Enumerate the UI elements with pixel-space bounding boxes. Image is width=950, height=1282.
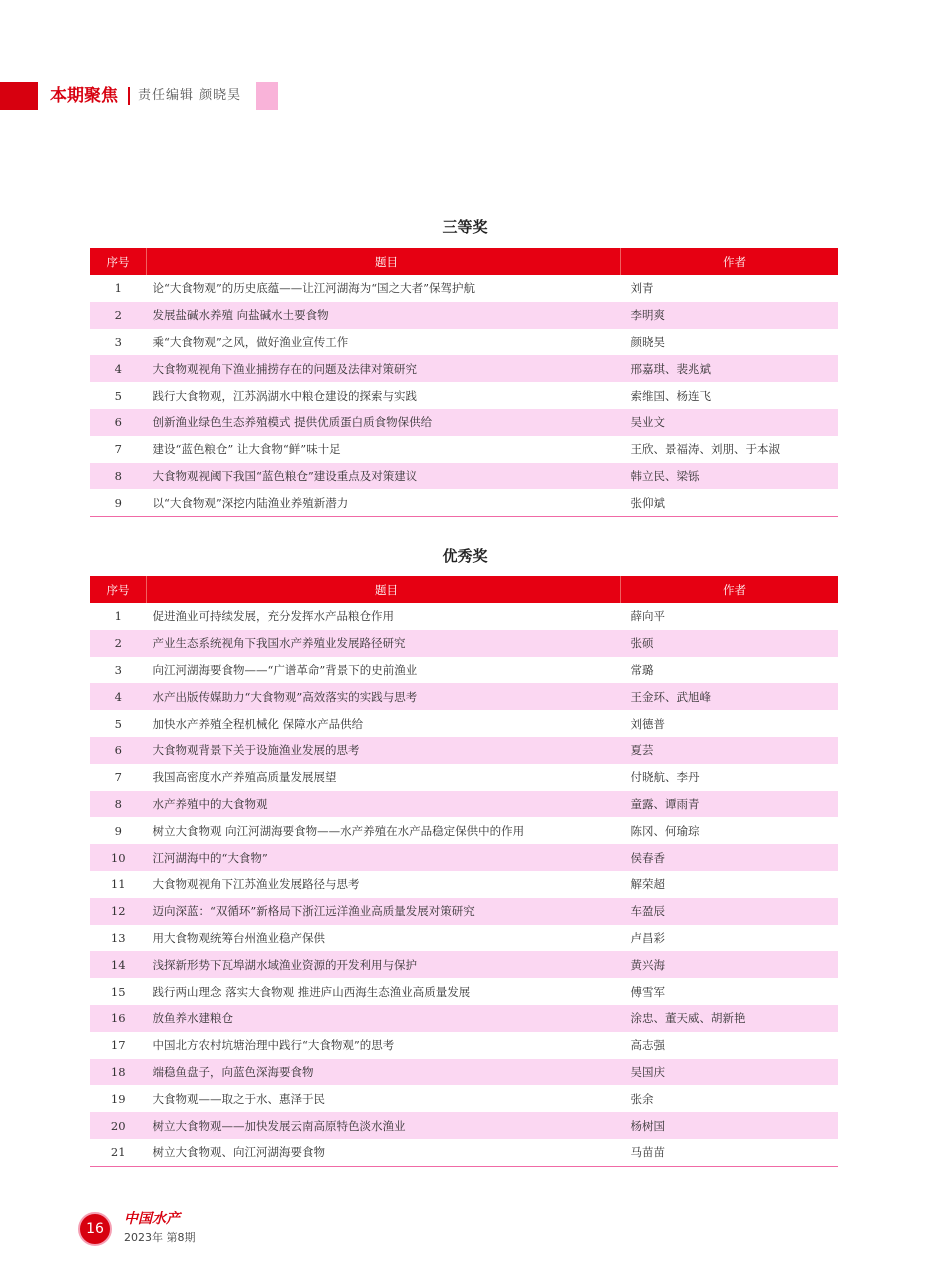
row-author: 张余 bbox=[630, 1091, 654, 1106]
table-row bbox=[90, 355, 838, 382]
table-header-row bbox=[90, 248, 838, 275]
row-title: 树立大食物观、向江河湖海要食物 bbox=[147, 1139, 621, 1166]
table-row bbox=[90, 737, 838, 764]
row-author: 陈冈、何瑜琮 bbox=[630, 823, 700, 838]
excellence-prize-table bbox=[90, 576, 838, 1167]
row-author: 刘青 bbox=[630, 281, 654, 296]
row-author: 付晓航、李丹 bbox=[630, 770, 700, 785]
row-author: 吴业文 bbox=[621, 409, 839, 436]
table-row bbox=[90, 871, 838, 898]
row-title: 建设“蓝色粮仓” 让大食物“鲜”味十足 bbox=[152, 442, 341, 457]
row-author: 王金环、武旭峰 bbox=[621, 683, 839, 710]
table-row bbox=[90, 951, 838, 978]
row-title: 以“大食物观”深挖内陆渔业养殖新潜力 bbox=[147, 489, 621, 516]
row-number: 7 bbox=[114, 770, 122, 785]
editor-credit: 责任编辑 颜晓昊 bbox=[138, 88, 242, 103]
row-number: 9 bbox=[90, 489, 147, 516]
row-title: 促进渔业可持续发展，充分发挥水产品粮仓作用 bbox=[152, 609, 394, 624]
row-author: 解荣超 bbox=[630, 877, 665, 892]
table-row bbox=[90, 1059, 838, 1086]
row-title: 创新渔业绿色生态养殖模式 提供优质蛋白质食物保供给 bbox=[147, 409, 621, 436]
row-author: 吴国庆 bbox=[621, 1059, 839, 1086]
table-row bbox=[90, 409, 838, 436]
table-row bbox=[90, 1085, 838, 1112]
row-number: 1 bbox=[114, 281, 122, 296]
table-row bbox=[90, 764, 838, 791]
header-pink-block bbox=[256, 82, 278, 110]
section-label: 本期聚焦 bbox=[50, 86, 118, 106]
row-author: 傅雪军 bbox=[630, 984, 665, 999]
row-author: 童露、谭雨青 bbox=[621, 791, 839, 818]
col-header-title: 题目 bbox=[147, 576, 621, 603]
third-prize-title: 三等奖 bbox=[442, 218, 488, 236]
table-header-row bbox=[90, 576, 838, 603]
row-title: 大食物观背景下关于设施渔业发展的思考 bbox=[147, 737, 621, 764]
table-row bbox=[90, 329, 838, 356]
row-author: 索维国、杨连飞 bbox=[630, 388, 711, 403]
row-number: 10 bbox=[90, 844, 147, 871]
table-row bbox=[90, 463, 838, 490]
third-prize-table bbox=[90, 248, 838, 517]
row-author: 刘德普 bbox=[630, 716, 665, 731]
table-row bbox=[90, 925, 838, 952]
row-title: 放鱼养水建粮仓 bbox=[147, 1005, 621, 1032]
header-red-block bbox=[0, 82, 38, 110]
row-number: 4 bbox=[90, 683, 147, 710]
row-number: 20 bbox=[90, 1112, 147, 1139]
row-title: 大食物观视角下江苏渔业发展路径与思考 bbox=[152, 877, 360, 892]
row-number: 16 bbox=[90, 1005, 147, 1032]
col-header-author: 作者 bbox=[621, 576, 839, 603]
row-title: 树立大食物观 向江河湖海要食物——水产养殖在水产品稳定保供中的作用 bbox=[152, 823, 525, 838]
row-title: 我国高密度水产养殖高质量发展展望 bbox=[152, 770, 337, 785]
row-title: 浅探新形势下瓦埠湖水域渔业资源的开发利用与保护 bbox=[147, 951, 621, 978]
row-title: 发展盐碱水养殖 向盐碱水土要食物 bbox=[147, 302, 621, 329]
row-author: 卢昌彩 bbox=[630, 930, 665, 945]
row-author: 常璐 bbox=[630, 662, 654, 677]
row-number: 14 bbox=[90, 951, 147, 978]
magazine-logo: 中国水产 bbox=[124, 1211, 180, 1227]
table-row bbox=[90, 489, 838, 516]
row-author: 黄兴海 bbox=[621, 951, 839, 978]
row-title: 迈向深蓝：“双循环”新格局下浙江远洋渔业高质量发展对策研究 bbox=[147, 898, 621, 925]
row-title: 大食物观视角下渔业捕捞存在的问题及法律对策研究 bbox=[147, 355, 621, 382]
row-title: 树立大食物观——加快发展云南高原特色淡水渔业 bbox=[147, 1112, 621, 1139]
row-title: 大食物观——取之于水、惠泽于民 bbox=[152, 1091, 325, 1106]
table-row bbox=[90, 1139, 838, 1166]
table-row bbox=[90, 1112, 838, 1139]
row-number: 9 bbox=[114, 823, 122, 838]
table-row bbox=[90, 603, 838, 630]
row-title: 乘“大食物观”之风，做好渔业宣传工作 bbox=[152, 334, 349, 349]
row-number: 21 bbox=[90, 1139, 147, 1166]
row-number: 13 bbox=[110, 930, 126, 945]
issue-label: 2023年 第8期 bbox=[124, 1231, 196, 1244]
row-author: 邢嘉琪、裴兆斌 bbox=[621, 355, 839, 382]
row-title: 江河湖海中的“大食物” bbox=[147, 844, 621, 871]
row-title: 中国北方农村坑塘治理中践行“大食物观”的思考 bbox=[152, 1038, 395, 1053]
table-row bbox=[90, 817, 838, 844]
row-author: 张硕 bbox=[621, 630, 839, 657]
row-title: 加快水产养殖全程机械化 保障水产品供给 bbox=[152, 716, 364, 731]
row-author: 李明爽 bbox=[621, 302, 839, 329]
table-row bbox=[90, 630, 838, 657]
row-author: 杨树国 bbox=[621, 1112, 839, 1139]
table-row bbox=[90, 302, 838, 329]
row-number: 15 bbox=[110, 984, 126, 999]
row-author: 王欣、景福涛、刘朋、于本淑 bbox=[630, 442, 780, 457]
table-row bbox=[90, 683, 838, 710]
row-number: 8 bbox=[90, 463, 147, 490]
row-number: 18 bbox=[90, 1059, 147, 1086]
row-author: 侯春香 bbox=[621, 844, 839, 871]
row-title: 践行两山理念 落实大食物观 推进庐山西海生态渔业高质量发展 bbox=[152, 984, 471, 999]
row-title: 论“大食物观”的历史底蕴——让江河湖海为“国之大者”保驾护航 bbox=[152, 281, 476, 296]
row-number: 17 bbox=[110, 1038, 126, 1053]
row-number: 11 bbox=[110, 877, 126, 892]
row-number: 6 bbox=[90, 737, 147, 764]
row-author: 韩立民、梁铄 bbox=[621, 463, 839, 490]
row-number: 5 bbox=[114, 388, 122, 403]
row-title: 向江河湖海要食物——“广谱革命”背景下的史前渔业 bbox=[152, 662, 418, 677]
table-row bbox=[90, 898, 838, 925]
col-header-title: 题目 bbox=[147, 248, 621, 275]
row-author: 涂忠、董天威、胡新艳 bbox=[621, 1005, 839, 1032]
row-number: 4 bbox=[90, 355, 147, 382]
table-row bbox=[90, 436, 838, 463]
row-title: 用大食物观统筹台州渔业稳产保供 bbox=[152, 930, 325, 945]
row-author: 夏芸 bbox=[621, 737, 839, 764]
row-author: 颜晓昊 bbox=[630, 334, 665, 349]
row-title: 践行大食物观，江苏涡湖水中粮仓建设的探索与实践 bbox=[152, 388, 417, 403]
table-row bbox=[90, 275, 838, 302]
row-number: 1 bbox=[114, 609, 122, 624]
table-row bbox=[90, 382, 838, 409]
row-author: 车盈辰 bbox=[621, 898, 839, 925]
row-number: 12 bbox=[90, 898, 147, 925]
table-row bbox=[90, 657, 838, 684]
row-number: 8 bbox=[90, 791, 147, 818]
row-number: 3 bbox=[114, 662, 122, 677]
row-author: 高志强 bbox=[630, 1038, 665, 1053]
table-row bbox=[90, 978, 838, 1005]
row-title: 大食物观视阈下我国“蓝色粮仓”建设重点及对策建议 bbox=[147, 463, 621, 490]
col-header-author: 作者 bbox=[621, 248, 839, 275]
table-row bbox=[90, 791, 838, 818]
row-number: 3 bbox=[114, 334, 122, 349]
row-author: 马苗苗 bbox=[621, 1139, 839, 1166]
table-row bbox=[90, 1005, 838, 1032]
col-header-no: 序号 bbox=[90, 576, 147, 603]
row-number: 7 bbox=[114, 442, 122, 457]
row-number: 2 bbox=[90, 630, 147, 657]
row-title: 端稳鱼盘子，向蓝色深海要食物 bbox=[147, 1059, 621, 1086]
table-row bbox=[90, 710, 838, 737]
row-number: 5 bbox=[114, 716, 122, 731]
table-row bbox=[90, 844, 838, 871]
row-number: 19 bbox=[110, 1091, 126, 1106]
header-divider bbox=[128, 87, 130, 105]
row-title: 水产出版传媒助力“大食物观”高效落实的实践与思考 bbox=[147, 683, 621, 710]
page-number: 16 bbox=[78, 1212, 112, 1246]
excellence-prize-title: 优秀奖 bbox=[442, 547, 488, 565]
row-number: 2 bbox=[90, 302, 147, 329]
row-author: 薛向平 bbox=[630, 609, 665, 624]
row-number: 6 bbox=[90, 409, 147, 436]
row-title: 水产养殖中的大食物观 bbox=[147, 791, 621, 818]
table-row bbox=[90, 1032, 838, 1059]
col-header-no: 序号 bbox=[90, 248, 147, 275]
row-author: 张仰斌 bbox=[621, 489, 839, 516]
row-title: 产业生态系统视角下我国水产养殖业发展路径研究 bbox=[147, 630, 621, 657]
